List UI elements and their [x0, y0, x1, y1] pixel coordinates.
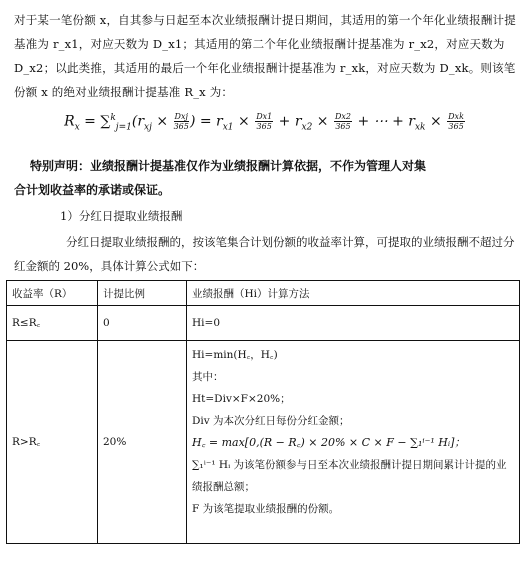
formula-fraction: [255, 112, 273, 131]
calc-line: Hi=min(H꜀，H꜀): [192, 349, 278, 361]
fraction-num: Dxj: [174, 112, 188, 121]
formula-times: ×: [233, 113, 255, 130]
intro-paragraph: 对于某一笔份额 x，自其参与日起至本次业绩报酬计提日期间，其适用的第一个年化业绩报酬计提基准为 r_x1，对应天数为 D_x1；其适用的第二个年化业绩报酬计提基准为 r_x2，对应天数为 D_x2；以此类推，其适用的最后一个年化业绩报酬计提基准为 r_xk，对应天数为 D_xk。则该笔份额 x 的绝对业绩报酬计提基准 R_x 为：: [14, 13, 516, 99]
formula-sum: ∑: [100, 113, 111, 130]
header-method: 业绩报酬（Hi）计算方法: [187, 281, 520, 306]
section-title: 1）分红日提取业绩报酬: [60, 209, 183, 223]
fraction-den: 365: [335, 122, 351, 131]
header-ratio: 计提比例: [98, 281, 187, 306]
formula-sub-2: x2: [301, 122, 313, 133]
formula-lhs-sub: x: [74, 122, 80, 133]
formula-times: ×: [425, 113, 447, 130]
notice-line-2: 合计划收益率的承诺或保证。: [14, 183, 171, 197]
formula-fraction: [447, 112, 465, 131]
special-notice: [14, 154, 520, 202]
fraction-num: Dx1: [256, 112, 273, 121]
formula-eq: =: [79, 113, 101, 130]
header-return: 收益率（R）: [7, 281, 98, 306]
table-header-row: [7, 281, 520, 306]
dividend-paragraph-text: 分红日提取业绩报酬的，按该笔集合计划份额的收益率计算，可提取的业绩报酬不超过分红金额的 20%，具体计算公式如下：: [14, 235, 515, 273]
fee-table: [6, 280, 520, 544]
formula-fraction: [174, 112, 189, 131]
fraction-den: 365: [256, 122, 272, 131]
calc-line: Div 为本次分红日每份分红金额；: [192, 415, 350, 427]
formula-lhs: R: [64, 113, 75, 130]
cell-return: R>R꜀: [7, 341, 98, 544]
cell-ratio: 0: [98, 306, 187, 341]
calc-line: ∑₁ⁱ⁻¹ Hᵢ 为该笔份额参与日至本次业绩报酬计提日期间累计计提的业绩报酬总额；: [192, 459, 507, 493]
notice-line-1: 特别声明：业绩报酬计提基准仅作为业绩报酬计算依据，不作为管理人对集: [30, 159, 427, 173]
calc-line: F 为该笔提取业绩报酬的份额。: [192, 503, 340, 515]
cell-method: [187, 341, 520, 544]
formula-term-sub: xj: [144, 122, 152, 133]
formula-times: ×: [312, 113, 333, 130]
calc-line: 其中：: [192, 371, 224, 383]
cell-ratio: 20%: [98, 341, 187, 544]
calc-line: H꜀ = max[0,(R − R꜀) × 20% × C × F − ∑₁ⁱ⁻¹ Hᵢ]；: [192, 436, 466, 449]
benchmark-formula: [0, 112, 530, 132]
formula-sum-sup: k: [110, 112, 116, 123]
formula-sub-1: x1: [222, 122, 234, 133]
cell-return: R≤R꜀: [7, 306, 98, 341]
fraction-num: Dxk: [448, 112, 464, 121]
cell-method: Hi=0: [187, 306, 520, 341]
dividend-paragraph: [14, 230, 520, 278]
calc-line: Ht=Div×F×20%；: [192, 393, 291, 405]
fraction-num: Dx2: [334, 112, 351, 121]
formula-sub-k: xk: [414, 122, 426, 133]
fraction-den: 365: [448, 122, 464, 131]
formula-times: ×: [151, 113, 173, 130]
formula-plus: + r: [274, 113, 302, 130]
table-row: [7, 306, 520, 341]
formula-plus-dots: + ⋯ + r: [353, 113, 415, 130]
table-row: [7, 341, 520, 544]
formula-fraction: [334, 112, 352, 131]
formula-sum-sub: j=1: [115, 122, 132, 133]
fraction-den: 365: [173, 122, 189, 131]
formula-term-close: ) = r: [189, 113, 223, 130]
formula-term-open: (r: [131, 113, 145, 130]
